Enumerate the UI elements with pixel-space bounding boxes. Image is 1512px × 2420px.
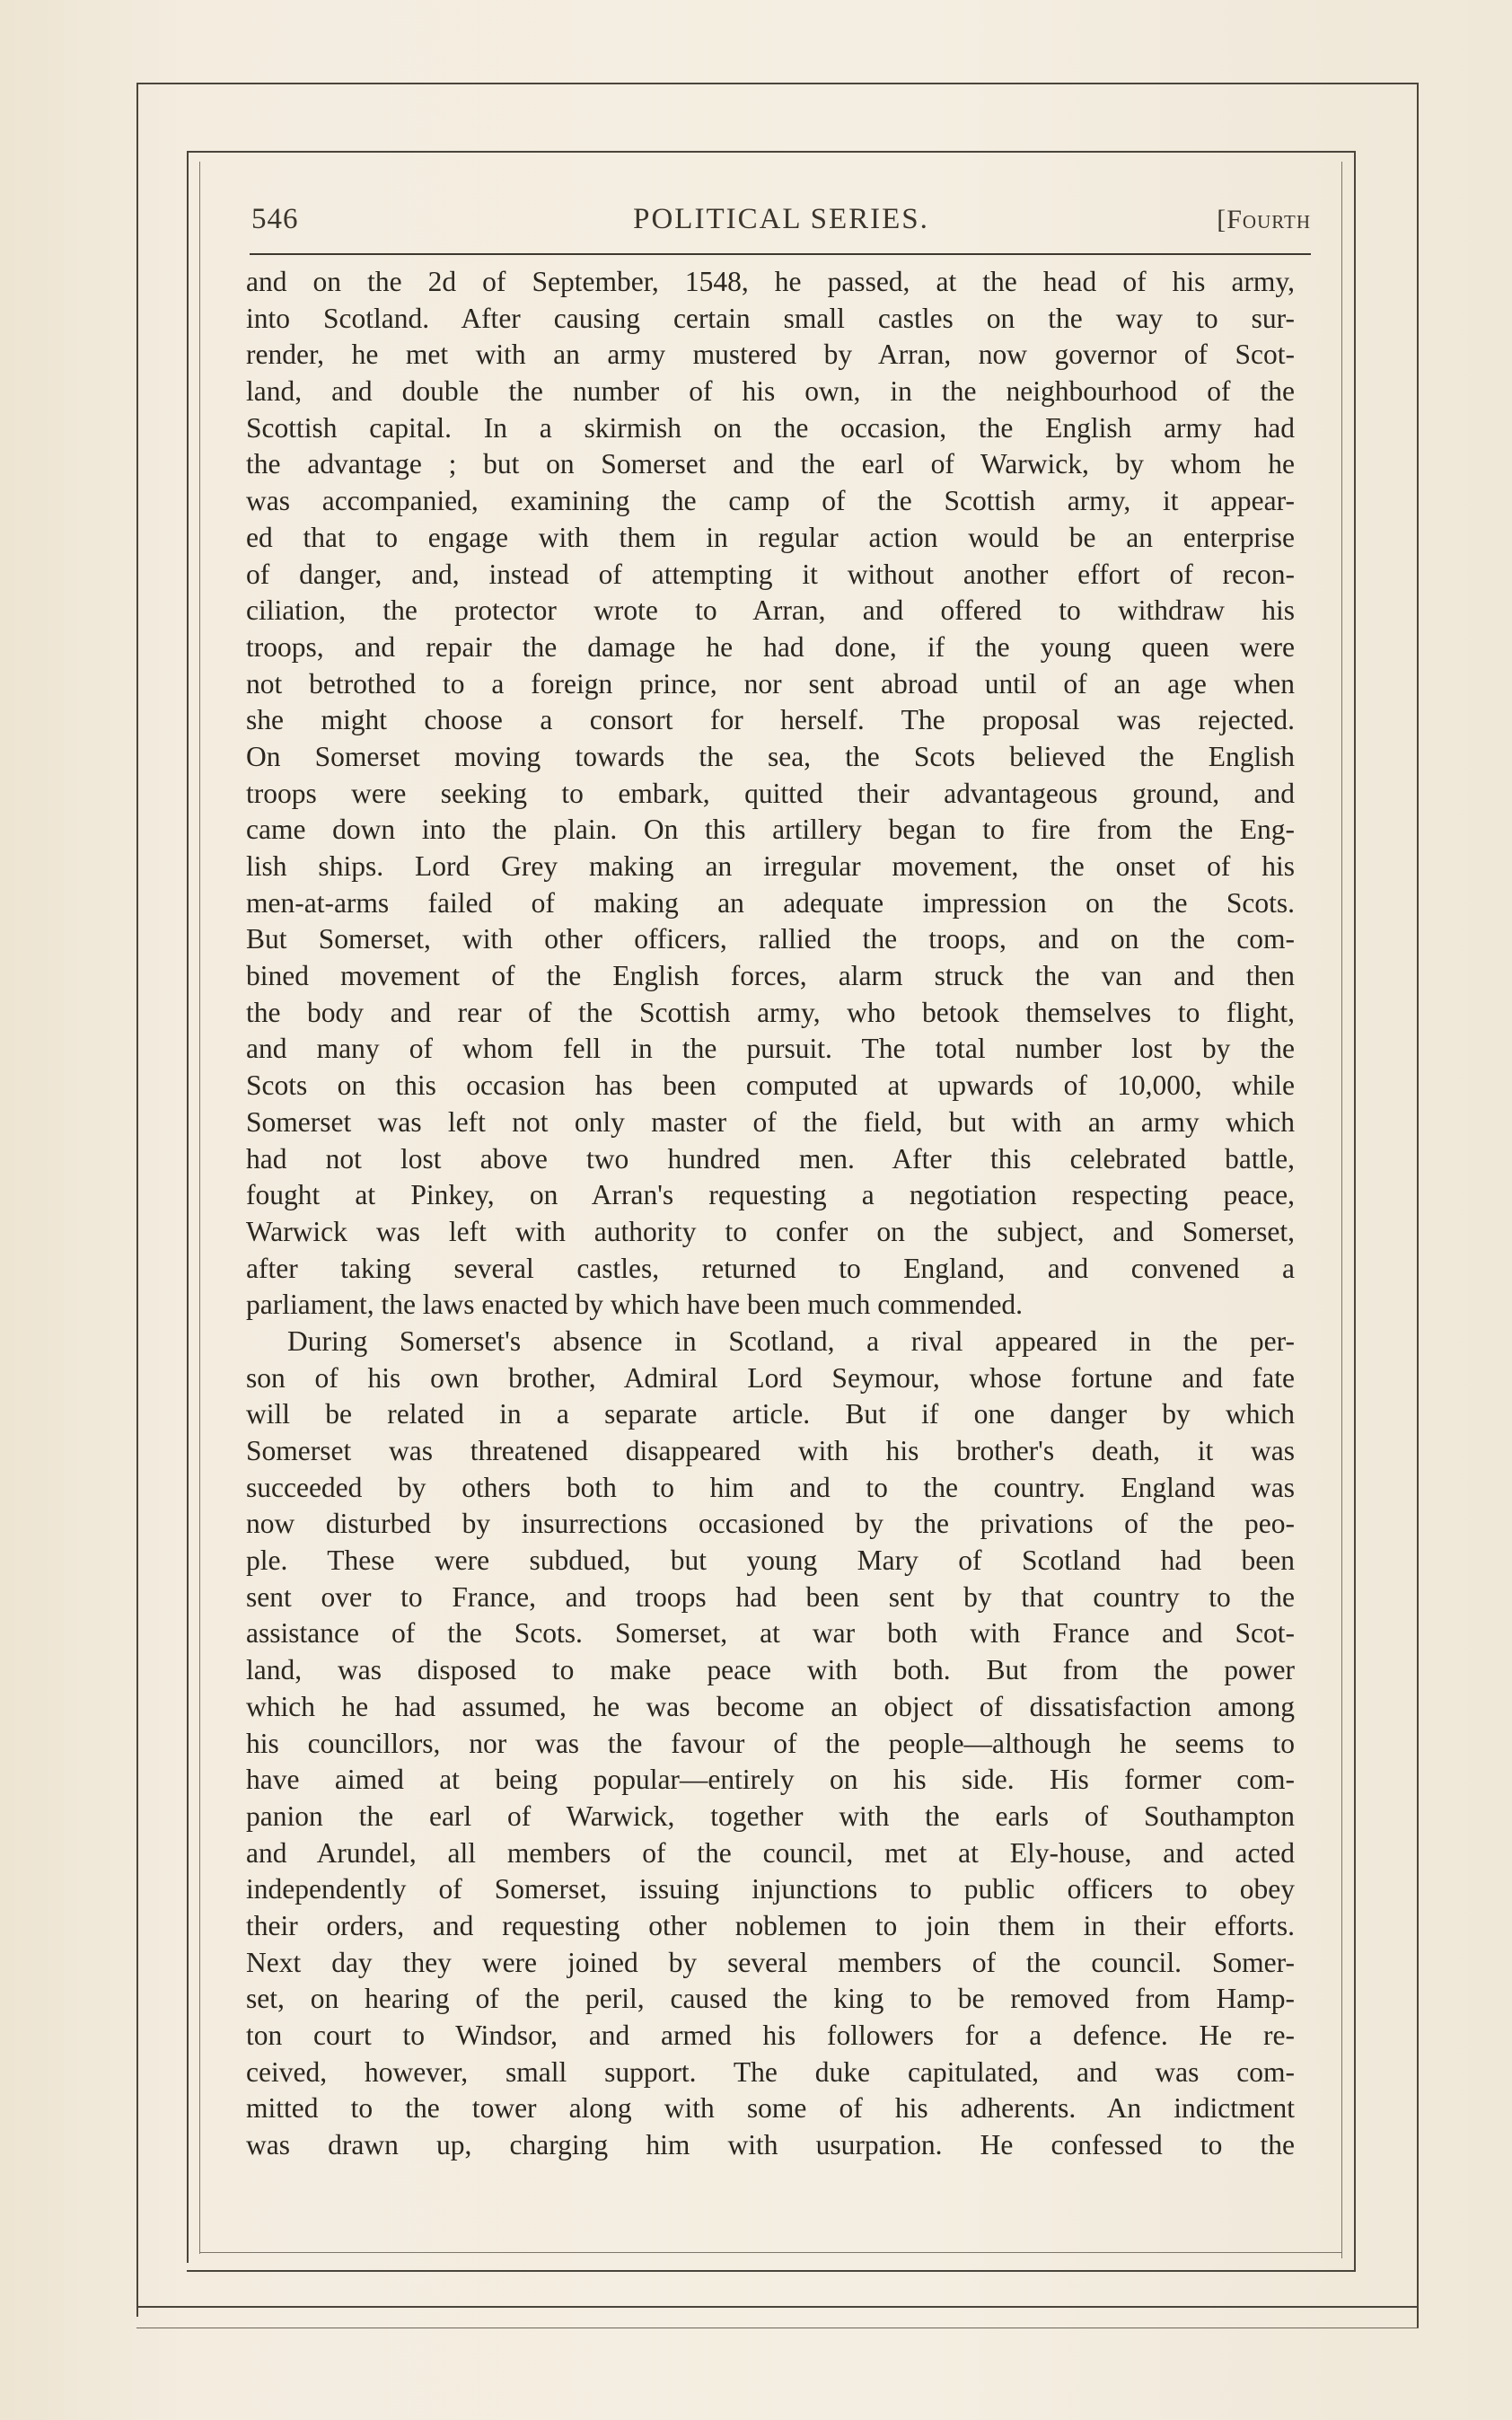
text-line: and Arundel, all members of the council, met at Ely-house, and acted <box>246 1836 1295 1869</box>
text-line: lish ships. Lord Grey making an irregular movement, the onset of his <box>246 850 1295 882</box>
text-line: son of his own brother, Admiral Lord Seymour, whose fortune and fate <box>246 1361 1295 1394</box>
text-line: into Scotland. After causing certain small castles on the way to sur- <box>246 302 1295 334</box>
text-line: ed that to engage with them in regular action would be an enterprise <box>246 521 1295 553</box>
text-line: independently of Somerset, issuing injunctions to public officers to obey <box>246 1873 1295 1905</box>
page-header <box>251 198 1311 248</box>
text-line: men-at-arms failed of making an adequate impression on the Scots. <box>246 886 1295 919</box>
section-label: [Fourth <box>1217 205 1311 234</box>
inner-frame-bottom <box>187 2270 1356 2272</box>
text-line: troops, and repair the damage he had done, if the young queen were <box>246 630 1295 663</box>
inner-frame-bottom-secondary <box>199 2252 1341 2253</box>
inner-frame-top <box>187 151 1356 153</box>
text-line: the body and rear of the Scottish army, who betook themselves to flight, <box>246 996 1295 1028</box>
header-rule <box>250 253 1311 255</box>
text-line: which he had assumed, he was become an object of dissatisfaction among <box>246 1690 1295 1722</box>
text-line: parliament, the laws enacted by which have been much commended. <box>246 1289 1024 1321</box>
outer-frame-right <box>1417 83 1419 2328</box>
inner-frame-right-secondary <box>1341 162 1342 2258</box>
text-line: now disturbed by insurrections occasioned by the privations of the peo- <box>246 1508 1295 1540</box>
text-line: came down into the plain. On this artillery began to fire from the Eng- <box>246 814 1295 846</box>
text-line: Next day they were joined by several members of the council. Somer- <box>246 1946 1295 1978</box>
inner-frame-left-secondary <box>199 162 200 2254</box>
text-line: land, was disposed to make peace with both. But from the power <box>246 1654 1295 1686</box>
text-line: Scottish capital. In a skirmish on the occasion, the English army had <box>246 411 1295 444</box>
text-line: set, on hearing of the peril, caused the king to be removed from Hamp- <box>246 1983 1295 2015</box>
text-line: will be related in a separate article. But if one danger by which <box>246 1398 1295 1430</box>
inner-frame-right <box>1354 151 1356 2272</box>
text-line: land, and double the number of his own, in the neighbourhood of the <box>246 375 1295 408</box>
text-line: ton court to Windsor, and armed his followers for a defence. He re- <box>246 2020 1295 2051</box>
text-line: render, he met with an army mustered by Arran, now governor of Scot- <box>246 339 1295 371</box>
text-line: was drawn up, charging him with usurpation. He confessed to the <box>246 2129 1295 2161</box>
text-line: Somerset was left not only master of the field, but with an army which <box>246 1105 1295 1138</box>
text-line: Warwick was left with authority to confer on the subject, and Somerset, <box>246 1215 1295 1247</box>
body-text <box>246 264 1295 2164</box>
outer-frame-top <box>136 83 1419 84</box>
inner-frame-left <box>187 151 189 2263</box>
text-line: had not lost above two hundred men. After this celebrated battle, <box>246 1142 1295 1175</box>
text-line: assistance of the Scots. Somerset, at war both with France and Scot- <box>246 1617 1295 1650</box>
text-line: succeeded by others both to him and to the country. England was <box>246 1471 1295 1503</box>
text-line: and many of whom fell in the pursuit. The total number lost by the <box>246 1033 1295 1065</box>
text-line: the advantage ; but on Somerset and the earl of Warwick, by whom he <box>246 448 1295 480</box>
text-line: after taking several castles, returned to England, and convened a <box>246 1252 1295 1284</box>
text-line: she might choose a consort for herself. The proposal was rejected. <box>246 704 1295 736</box>
text-line: ple. These were subdued, but young Mary of Scotland had been <box>246 1544 1295 1577</box>
text-line: On Somerset moving towards the sea, the Scots believed the English <box>246 740 1295 772</box>
text-line: Scots on this occasion has been computed at upwards of 10,000, while <box>246 1069 1295 1102</box>
text-line: not betrothed to a foreign prince, nor sent abroad until of an age when <box>246 667 1295 700</box>
outer-frame-bottom <box>136 2306 1417 2308</box>
page-number: 546 <box>251 203 299 235</box>
text-line: sent over to France, and troops had been sent by that country to the <box>246 1580 1295 1613</box>
text-line: his councillors, nor was the favour of the people—although he seems to <box>246 1727 1295 1759</box>
text-line: fought at Pinkey, on Arran's requesting a negotiation respecting peace, <box>246 1179 1295 1211</box>
text-line: their orders, and requesting other noblemen to join them in their efforts. <box>246 1909 1295 1941</box>
text-line: Somerset was threatened disappeared with his brother's death, it was <box>246 1435 1295 1466</box>
text-line: bined movement of the English forces, alarm struck the van and then <box>246 960 1295 992</box>
text-line: troops were seeking to embark, quitted their advantageous ground, and <box>246 777 1295 809</box>
text-line: During Somerset's absence in Scotland, a rival appeared in the per- <box>287 1324 1295 1357</box>
text-line: ciliation, the protector wrote to Arran, and offered to withdraw his <box>246 594 1295 627</box>
text-line: ceived, however, small support. The duke capitulated, and was com- <box>246 2055 1295 2088</box>
text-line: have aimed at being popular—entirely on his side. His former com- <box>246 1764 1295 1796</box>
text-line: and on the 2d of September, 1548, he passed, at the head of his army, <box>246 266 1295 297</box>
text-line: mitted to the tower along with some of his adherents. An indictment <box>246 2092 1295 2125</box>
running-title: POLITICAL SERIES. <box>633 203 929 235</box>
outer-frame-left <box>136 83 138 2317</box>
text-line: of danger, and, instead of attempting it without another effort of recon- <box>246 558 1295 590</box>
text-line: panion the earl of Warwick, together with the earls of Southampton <box>246 1800 1295 1832</box>
text-line: But Somerset, with other officers, rallied the troops, and on the com- <box>246 923 1295 955</box>
text-line: was accompanied, examining the camp of the Scottish army, it appear- <box>246 485 1295 517</box>
